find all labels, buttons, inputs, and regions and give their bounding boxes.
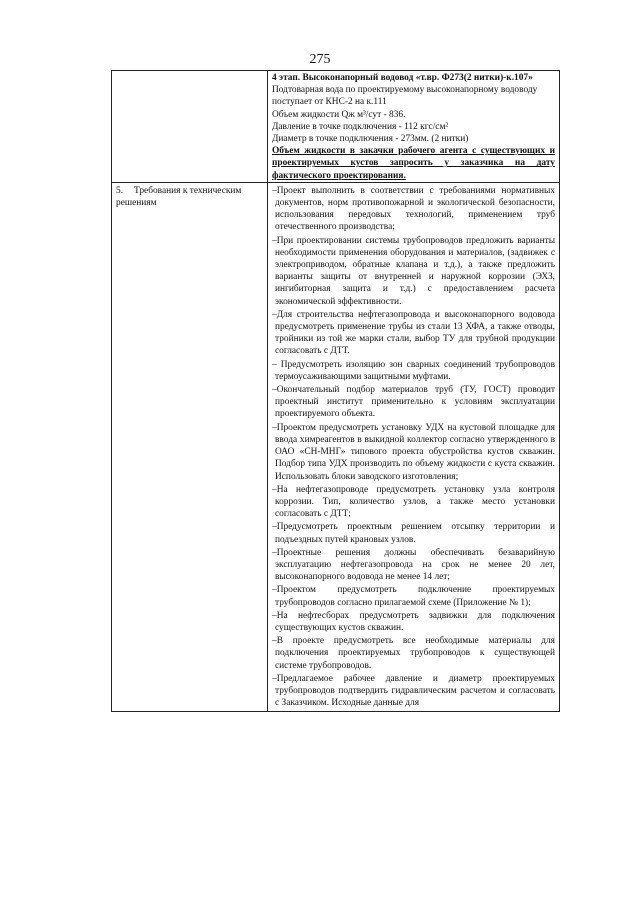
table-cell-empty (112, 71, 268, 183)
stage-title: 4 этап. Высоконапорный водовод «т.вр. Ф273(2 нитки)-к.107» (272, 73, 533, 83)
requirement-item: –На нефтесборах предусмотреть задвижки для подключения существующих кустов скважин. (272, 610, 555, 633)
stage-line: Объем жидкости Qж м³/сут - 836. (272, 109, 406, 120)
requirement-item: –Проектом предусмотреть подключение проектируемых трубопроводов согласно прилагаемой схеме (Приложение № 1); (272, 585, 555, 608)
stage-line: Подтоварная вода по проектируемому высоконапорному водоводу поступает от КНС-2 на к.111 (272, 85, 538, 108)
section-title: Требования к техническим решениям (116, 185, 242, 209)
stage-line: Диаметр в точке подключения - 273мм. (2 нитки) (272, 134, 469, 145)
requirement-item: –Окончательный подбор материалов труб (ТУ, ГОСТ) проводит проектный институт применительно к условиям эксплуатации проектируемого объекта. (272, 385, 555, 420)
requirement-item: –В проекте предусмотреть все необходимые материалы для подключения проектируемых трубопроводов к существующей системе трубопроводов. (272, 636, 555, 671)
requirement-item: – Предусмотреть изоляцию зон сварных соединений трубопроводов термоусаживающими защитными муфтами. (272, 359, 555, 382)
stage-line: Давление в точке подключения - 112 кгс/см² (272, 121, 449, 132)
table-row (112, 71, 560, 183)
section-number: 5. (116, 185, 124, 196)
requirement-item: –Проектные решения должны обеспечивать безаварийную эксплуатацию нефтегазопровода на срок не менее 20 лет, высоконапорного водовода не менее 14 лет; (272, 547, 555, 583)
requirement-item: –При проектировании системы трубопроводов предложить варианты необходимости применения оборудования и материалов, (задвижек с электроприводом, обратные клапана и т.д.), а также предложить варианты защиты от внутренней и наружной коррозии (ЭХЗ, ингибиторная защита и т.д.) с предоставлением расчета экономической эффективности. (272, 235, 555, 307)
stage-cell (268, 71, 560, 183)
requirement-item: –Для строительства нефтегазопровода и высоконапорного водовода предусмотреть применение трубы из стали 13 ХФА, а также отводы, тройники из той же марки стали, выбор ТУ для трубной продукции согласовать с ДТТ. (272, 309, 555, 357)
section-content-cell (268, 182, 560, 712)
table-row (112, 182, 560, 712)
stage-bold-note: Объем жидкости в закачки рабочего агента с существующих и проектируемых кустов запросить у заказчика на дату фактического проектирования. (272, 146, 555, 181)
requirement-item: –Проектом предусмотреть установку УДХ на кустовой площадке для ввода химреагентов в выкидной коллектор согласно утвержденного в ОАО «СН-МНГ» типового проекта обустройства кустов скважин. Подбор типа УДХ производить по объему жидкости с куста скважин. Использовать блоки заводского изготовления; (272, 422, 555, 482)
page-number: 275 (309, 52, 331, 67)
requirement-item: –Предлагаемое рабочее давление и диаметр проектируемых трубопроводов подтвердить гидравлическим расчетом и согласовать с Заказчиком. Исходные данные для (272, 673, 555, 709)
requirement-item: –Проект выполнить в соответствии с требованиями нормативных документов, норм противопожарной и экологической безопасности, использования передовых технологий, применением труб отечественного производства; (272, 185, 555, 233)
requirements-table (111, 70, 560, 712)
requirement-item: –На нефтегазопроводе предусмотреть установку узла контроля коррозии. Тип, количество узлов, а также место установки согласовать с ДТТ; (272, 484, 555, 520)
section-heading-cell (112, 182, 268, 712)
requirement-item: –Предусмотреть проектным решением отсыпку территории и подъездных путей крановых узлов. (272, 522, 555, 545)
